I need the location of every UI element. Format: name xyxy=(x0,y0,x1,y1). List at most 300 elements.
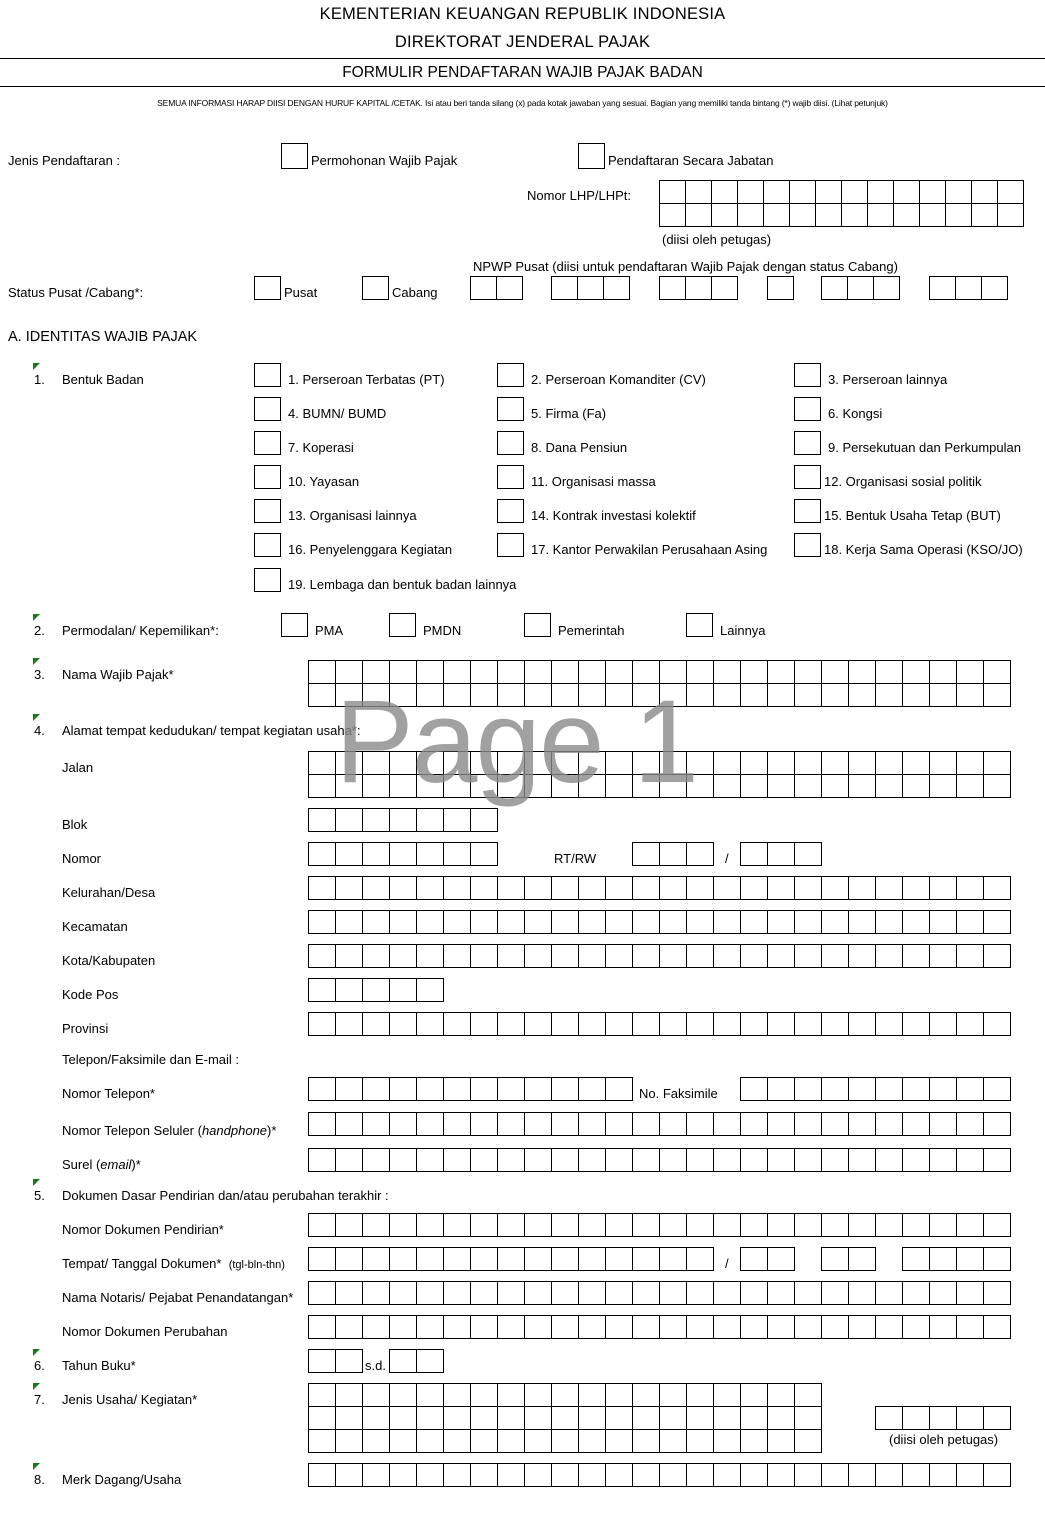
grid-cell[interactable] xyxy=(633,684,660,707)
grid-cell[interactable] xyxy=(842,204,868,227)
grid-cell[interactable] xyxy=(309,1384,336,1407)
grid-cell[interactable] xyxy=(876,1013,903,1036)
grid-cell[interactable] xyxy=(903,877,930,900)
grid-cell[interactable] xyxy=(741,843,768,866)
grid-cell[interactable] xyxy=(816,181,842,204)
grid-cell[interactable] xyxy=(471,945,498,968)
kode-usaha-grid[interactable] xyxy=(875,1406,1011,1430)
entity-checkbox[interactable] xyxy=(497,363,524,387)
grid-cell[interactable] xyxy=(390,1464,417,1487)
grid-cell[interactable] xyxy=(471,1214,498,1237)
grid-cell[interactable] xyxy=(525,661,552,684)
grid-cell[interactable] xyxy=(903,911,930,934)
grid-cell[interactable] xyxy=(633,775,660,798)
grid-cell[interactable] xyxy=(822,1464,849,1487)
entity-checkbox[interactable] xyxy=(254,499,281,523)
grid-cell[interactable] xyxy=(822,775,849,798)
grid-cell[interactable] xyxy=(309,1149,336,1172)
grid-cell[interactable] xyxy=(363,843,390,866)
grid-cell[interactable] xyxy=(764,204,790,227)
grid-cell[interactable] xyxy=(363,752,390,775)
grid-cell[interactable] xyxy=(822,684,849,707)
grid-cell[interactable] xyxy=(471,1078,498,1101)
grid-cell[interactable] xyxy=(390,979,417,1002)
grid-cell[interactable] xyxy=(849,1149,876,1172)
grid-cell[interactable] xyxy=(579,1248,606,1271)
grid-cell[interactable] xyxy=(363,684,390,707)
grid-cell[interactable] xyxy=(525,1316,552,1339)
grid-cell[interactable] xyxy=(822,1282,849,1305)
grid-cell[interactable] xyxy=(525,1214,552,1237)
grid-cell[interactable] xyxy=(498,945,525,968)
grid-cell[interactable] xyxy=(984,1214,1011,1237)
grid-cell[interactable] xyxy=(497,277,523,300)
grid-cell[interactable] xyxy=(336,775,363,798)
grid-cell[interactable] xyxy=(552,1316,579,1339)
grid-cell[interactable] xyxy=(822,877,849,900)
grid-cell[interactable] xyxy=(498,775,525,798)
grid-cell[interactable] xyxy=(444,843,471,866)
grid-cell[interactable] xyxy=(849,1316,876,1339)
entity-checkbox[interactable] xyxy=(497,499,524,523)
grid-cell[interactable] xyxy=(660,1282,687,1305)
grid-cell[interactable] xyxy=(984,684,1011,707)
grid-cell[interactable] xyxy=(579,775,606,798)
grid-cell[interactable] xyxy=(552,277,578,300)
grid-cell[interactable] xyxy=(525,1149,552,1172)
grid-cell[interactable] xyxy=(903,1282,930,1305)
grid-cell[interactable] xyxy=(525,1078,552,1101)
grid-cell[interactable] xyxy=(768,775,795,798)
grid-cell[interactable] xyxy=(363,1248,390,1271)
grid-cell[interactable] xyxy=(471,1407,498,1430)
grid-cell[interactable] xyxy=(768,1430,795,1453)
grid-cell[interactable] xyxy=(868,181,894,204)
grid-cell[interactable] xyxy=(417,809,444,832)
grid-cell[interactable] xyxy=(390,1214,417,1237)
grid-cell[interactable] xyxy=(525,1113,552,1136)
grid-cell[interactable] xyxy=(552,1430,579,1453)
grid-cell[interactable] xyxy=(984,661,1011,684)
grid-cell[interactable] xyxy=(336,979,363,1002)
checkbox-pma[interactable] xyxy=(281,613,308,637)
grid-cell[interactable] xyxy=(714,877,741,900)
grid-cell[interactable] xyxy=(309,877,336,900)
grid-cell[interactable] xyxy=(498,877,525,900)
grid-cell[interactable] xyxy=(920,204,946,227)
grid-cell[interactable] xyxy=(903,945,930,968)
grid-cell[interactable] xyxy=(687,1384,714,1407)
entity-checkbox[interactable] xyxy=(254,568,281,592)
grid-cell[interactable] xyxy=(309,1316,336,1339)
grid-cell[interactable] xyxy=(660,1214,687,1237)
checkbox-cabang[interactable] xyxy=(362,276,389,300)
grid-cell[interactable] xyxy=(930,1113,957,1136)
grid-cell[interactable] xyxy=(903,1078,930,1101)
grid-cell[interactable] xyxy=(903,1464,930,1487)
grid-cell[interactable] xyxy=(957,1316,984,1339)
grid-cell[interactable] xyxy=(822,1078,849,1101)
grid-cell[interactable] xyxy=(946,181,972,204)
grid-cell[interactable] xyxy=(363,1113,390,1136)
grid-cell[interactable] xyxy=(525,911,552,934)
grid-cell[interactable] xyxy=(903,1248,930,1271)
grid-cell[interactable] xyxy=(930,1464,957,1487)
grid-cell[interactable] xyxy=(633,1113,660,1136)
grid-cell[interactable] xyxy=(768,1316,795,1339)
grid-cell[interactable] xyxy=(686,204,712,227)
grid-cell[interactable] xyxy=(444,1316,471,1339)
grid-cell[interactable] xyxy=(984,775,1011,798)
grid-cell[interactable] xyxy=(606,1407,633,1430)
grid-cell[interactable] xyxy=(444,945,471,968)
entity-checkbox[interactable] xyxy=(254,465,281,489)
grid-cell[interactable] xyxy=(336,911,363,934)
grid-cell[interactable] xyxy=(498,1113,525,1136)
grid-cell[interactable] xyxy=(633,752,660,775)
grid-cell[interactable] xyxy=(972,204,998,227)
grid-cell[interactable] xyxy=(363,661,390,684)
grid-cell[interactable] xyxy=(633,945,660,968)
grid-cell[interactable] xyxy=(930,775,957,798)
grid-cell[interactable] xyxy=(336,809,363,832)
grid-cell[interactable] xyxy=(712,277,738,300)
grid-cell[interactable] xyxy=(363,1149,390,1172)
grid-cell[interactable] xyxy=(876,877,903,900)
grid-cell[interactable] xyxy=(336,1316,363,1339)
grid-cell[interactable] xyxy=(660,1384,687,1407)
npwp-grid-5[interactable] xyxy=(821,276,900,300)
grid-cell[interactable] xyxy=(984,877,1011,900)
grid-cell[interactable] xyxy=(444,1248,471,1271)
grid-cell[interactable] xyxy=(714,1407,741,1430)
grid-cell[interactable] xyxy=(687,1282,714,1305)
grid-cell[interactable] xyxy=(336,1464,363,1487)
grid-cell[interactable] xyxy=(660,911,687,934)
grid-cell[interactable] xyxy=(309,979,336,1002)
grid-cell[interactable] xyxy=(712,181,738,204)
grid-cell[interactable] xyxy=(417,1464,444,1487)
grid-cell[interactable] xyxy=(903,1214,930,1237)
grid-cell[interactable] xyxy=(309,1282,336,1305)
grid-cell[interactable] xyxy=(552,1214,579,1237)
grid-cell[interactable] xyxy=(498,684,525,707)
grid-cell[interactable] xyxy=(471,1282,498,1305)
grid-cell[interactable] xyxy=(579,1282,606,1305)
grid-cell[interactable] xyxy=(822,1316,849,1339)
grid-cell[interactable] xyxy=(390,911,417,934)
grid-cell[interactable] xyxy=(822,945,849,968)
grid-cell[interactable] xyxy=(417,1350,444,1373)
grid-cell[interactable] xyxy=(903,1013,930,1036)
grid-cell[interactable] xyxy=(633,1214,660,1237)
grid-cell[interactable] xyxy=(741,911,768,934)
grid-cell[interactable] xyxy=(606,1464,633,1487)
checkbox-permohonan[interactable] xyxy=(281,143,308,169)
grid-cell[interactable] xyxy=(579,911,606,934)
grid-cell[interactable] xyxy=(336,945,363,968)
grid-cell[interactable] xyxy=(363,1407,390,1430)
grid-cell[interactable] xyxy=(687,661,714,684)
grid-cell[interactable] xyxy=(795,1464,822,1487)
npwp-grid-4[interactable] xyxy=(767,276,794,300)
grid-cell[interactable] xyxy=(930,1407,957,1430)
grid-cell[interactable] xyxy=(309,1214,336,1237)
grid-cell[interactable] xyxy=(714,1113,741,1136)
lhp-number-grid[interactable] xyxy=(659,180,1024,227)
grid-cell[interactable] xyxy=(363,1013,390,1036)
grid-cell[interactable] xyxy=(309,809,336,832)
grid-cell[interactable] xyxy=(606,775,633,798)
grid-cell[interactable] xyxy=(606,911,633,934)
grid-cell[interactable] xyxy=(309,1430,336,1453)
grid-cell[interactable] xyxy=(795,1384,822,1407)
grid-cell[interactable] xyxy=(363,1464,390,1487)
grid-cell[interactable] xyxy=(309,843,336,866)
grid-cell[interactable] xyxy=(795,877,822,900)
grid-cell[interactable] xyxy=(633,877,660,900)
grid-cell[interactable] xyxy=(552,684,579,707)
grid-cell[interactable] xyxy=(552,1013,579,1036)
grid-cell[interactable] xyxy=(660,945,687,968)
grid-cell[interactable] xyxy=(363,911,390,934)
grid-cell[interactable] xyxy=(390,661,417,684)
grid-cell[interactable] xyxy=(930,945,957,968)
grid-cell[interactable] xyxy=(687,1113,714,1136)
grid-cell[interactable] xyxy=(498,1248,525,1271)
grid-cell[interactable] xyxy=(444,775,471,798)
entity-checkbox[interactable] xyxy=(254,397,281,421)
grid-cell[interactable] xyxy=(849,684,876,707)
grid-cell[interactable] xyxy=(687,911,714,934)
grid-cell[interactable] xyxy=(471,684,498,707)
entity-checkbox[interactable] xyxy=(794,499,821,523)
grid-cell[interactable] xyxy=(741,1013,768,1036)
blok-grid[interactable] xyxy=(308,808,498,832)
tanggal-bln-grid[interactable] xyxy=(821,1247,876,1271)
grid-cell[interactable] xyxy=(552,1407,579,1430)
grid-cell[interactable] xyxy=(633,843,660,866)
grid-cell[interactable] xyxy=(790,181,816,204)
grid-cell[interactable] xyxy=(876,684,903,707)
grid-cell[interactable] xyxy=(984,752,1011,775)
grid-cell[interactable] xyxy=(660,1316,687,1339)
grid-cell[interactable] xyxy=(660,684,687,707)
grid-cell[interactable] xyxy=(309,911,336,934)
grid-cell[interactable] xyxy=(552,1248,579,1271)
grid-cell[interactable] xyxy=(768,1464,795,1487)
grid-cell[interactable] xyxy=(957,911,984,934)
grid-cell[interactable] xyxy=(795,684,822,707)
grid-cell[interactable] xyxy=(552,661,579,684)
grid-cell[interactable] xyxy=(336,1149,363,1172)
grid-cell[interactable] xyxy=(768,1149,795,1172)
npwp-grid-6[interactable] xyxy=(929,276,1008,300)
grid-cell[interactable] xyxy=(336,877,363,900)
grid-cell[interactable] xyxy=(714,1013,741,1036)
grid-cell[interactable] xyxy=(606,1316,633,1339)
grid-cell[interactable] xyxy=(876,1282,903,1305)
grid-cell[interactable] xyxy=(741,1113,768,1136)
grid-cell[interactable] xyxy=(471,1149,498,1172)
grid-cell[interactable] xyxy=(687,1430,714,1453)
grid-cell[interactable] xyxy=(876,1078,903,1101)
grid-cell[interactable] xyxy=(984,1407,1011,1430)
grid-cell[interactable] xyxy=(633,1316,660,1339)
grid-cell[interactable] xyxy=(930,1214,957,1237)
grid-cell[interactable] xyxy=(498,1384,525,1407)
grid-cell[interactable] xyxy=(795,752,822,775)
grid-cell[interactable] xyxy=(876,945,903,968)
grid-cell[interactable] xyxy=(417,945,444,968)
entity-checkbox[interactable] xyxy=(497,431,524,455)
grid-cell[interactable] xyxy=(741,1214,768,1237)
grid-cell[interactable] xyxy=(768,1113,795,1136)
grid-cell[interactable] xyxy=(795,1214,822,1237)
grid-cell[interactable] xyxy=(741,1078,768,1101)
grid-cell[interactable] xyxy=(687,945,714,968)
nomor-grid[interactable] xyxy=(308,842,498,866)
grid-cell[interactable] xyxy=(390,1149,417,1172)
grid-cell[interactable] xyxy=(822,1248,849,1271)
grid-cell[interactable] xyxy=(876,661,903,684)
grid-cell[interactable] xyxy=(444,1407,471,1430)
grid-cell[interactable] xyxy=(660,1149,687,1172)
grid-cell[interactable] xyxy=(768,1248,795,1271)
grid-cell[interactable] xyxy=(876,911,903,934)
grid-cell[interactable] xyxy=(606,1214,633,1237)
grid-cell[interactable] xyxy=(790,204,816,227)
grid-cell[interactable] xyxy=(390,1078,417,1101)
jenis-usaha-grid[interactable] xyxy=(308,1383,822,1453)
grid-cell[interactable] xyxy=(498,1407,525,1430)
grid-cell[interactable] xyxy=(525,752,552,775)
entity-checkbox[interactable] xyxy=(794,533,821,557)
grid-cell[interactable] xyxy=(606,1013,633,1036)
grid-cell[interactable] xyxy=(768,1384,795,1407)
grid-cell[interactable] xyxy=(579,1464,606,1487)
grid-cell[interactable] xyxy=(957,1013,984,1036)
grid-cell[interactable] xyxy=(579,1013,606,1036)
grid-cell[interactable] xyxy=(687,684,714,707)
grid-cell[interactable] xyxy=(633,911,660,934)
grid-cell[interactable] xyxy=(795,843,822,866)
grid-cell[interactable] xyxy=(417,1407,444,1430)
grid-cell[interactable] xyxy=(849,1013,876,1036)
rw-grid[interactable] xyxy=(740,842,822,866)
grid-cell[interactable] xyxy=(471,752,498,775)
grid-cell[interactable] xyxy=(714,1430,741,1453)
grid-cell[interactable] xyxy=(660,1113,687,1136)
grid-cell[interactable] xyxy=(525,1430,552,1453)
grid-cell[interactable] xyxy=(687,843,714,866)
grid-cell[interactable] xyxy=(579,945,606,968)
grid-cell[interactable] xyxy=(822,1113,849,1136)
grid-cell[interactable] xyxy=(741,945,768,968)
grid-cell[interactable] xyxy=(930,684,957,707)
grid-cell[interactable] xyxy=(768,945,795,968)
grid-cell[interactable] xyxy=(390,1248,417,1271)
grid-cell[interactable] xyxy=(876,1464,903,1487)
grid-cell[interactable] xyxy=(984,945,1011,968)
grid-cell[interactable] xyxy=(309,775,336,798)
checkbox-pemerintah[interactable] xyxy=(524,613,551,637)
grid-cell[interactable] xyxy=(552,1078,579,1101)
grid-cell[interactable] xyxy=(390,752,417,775)
grid-cell[interactable] xyxy=(633,1282,660,1305)
grid-cell[interactable] xyxy=(390,945,417,968)
grid-cell[interactable] xyxy=(714,1384,741,1407)
grid-cell[interactable] xyxy=(768,1282,795,1305)
grid-cell[interactable] xyxy=(930,1013,957,1036)
tanggal-tgl-grid[interactable] xyxy=(740,1247,795,1271)
grid-cell[interactable] xyxy=(552,1384,579,1407)
grid-cell[interactable] xyxy=(946,204,972,227)
grid-cell[interactable] xyxy=(894,181,920,204)
grid-cell[interactable] xyxy=(903,752,930,775)
grid-cell[interactable] xyxy=(444,1113,471,1136)
grid-cell[interactable] xyxy=(848,277,874,300)
grid-cell[interactable] xyxy=(309,1113,336,1136)
grid-cell[interactable] xyxy=(417,1384,444,1407)
grid-cell[interactable] xyxy=(741,661,768,684)
grid-cell[interactable] xyxy=(444,1078,471,1101)
grid-cell[interactable] xyxy=(498,661,525,684)
grid-cell[interactable] xyxy=(741,1430,768,1453)
grid-cell[interactable] xyxy=(660,752,687,775)
grid-cell[interactable] xyxy=(874,277,900,300)
grid-cell[interactable] xyxy=(336,752,363,775)
grid-cell[interactable] xyxy=(768,277,794,300)
grid-cell[interactable] xyxy=(687,1407,714,1430)
grid-cell[interactable] xyxy=(336,684,363,707)
grid-cell[interactable] xyxy=(552,1149,579,1172)
grid-cell[interactable] xyxy=(417,1149,444,1172)
grid-cell[interactable] xyxy=(633,1430,660,1453)
grid-cell[interactable] xyxy=(849,1078,876,1101)
grid-cell[interactable] xyxy=(764,181,790,204)
grid-cell[interactable] xyxy=(633,661,660,684)
grid-cell[interactable] xyxy=(660,1464,687,1487)
entity-checkbox[interactable] xyxy=(254,431,281,455)
grid-cell[interactable] xyxy=(417,1013,444,1036)
grid-cell[interactable] xyxy=(309,1248,336,1271)
grid-cell[interactable] xyxy=(741,1316,768,1339)
grid-cell[interactable] xyxy=(604,277,630,300)
grid-cell[interactable] xyxy=(768,1407,795,1430)
grid-cell[interactable] xyxy=(768,843,795,866)
grid-cell[interactable] xyxy=(417,684,444,707)
grid-cell[interactable] xyxy=(930,1078,957,1101)
entity-checkbox[interactable] xyxy=(794,431,821,455)
grid-cell[interactable] xyxy=(336,843,363,866)
grid-cell[interactable] xyxy=(660,775,687,798)
grid-cell[interactable] xyxy=(930,752,957,775)
grid-cell[interactable] xyxy=(552,1464,579,1487)
grid-cell[interactable] xyxy=(336,1248,363,1271)
grid-cell[interactable] xyxy=(390,1430,417,1453)
grid-cell[interactable] xyxy=(822,1149,849,1172)
grid-cell[interactable] xyxy=(738,181,764,204)
grid-cell[interactable] xyxy=(579,1214,606,1237)
entity-checkbox[interactable] xyxy=(794,397,821,421)
entity-checkbox[interactable] xyxy=(254,363,281,387)
grid-cell[interactable] xyxy=(390,877,417,900)
grid-cell[interactable] xyxy=(390,1113,417,1136)
grid-cell[interactable] xyxy=(417,661,444,684)
grid-cell[interactable] xyxy=(390,1013,417,1036)
grid-cell[interactable] xyxy=(336,1214,363,1237)
